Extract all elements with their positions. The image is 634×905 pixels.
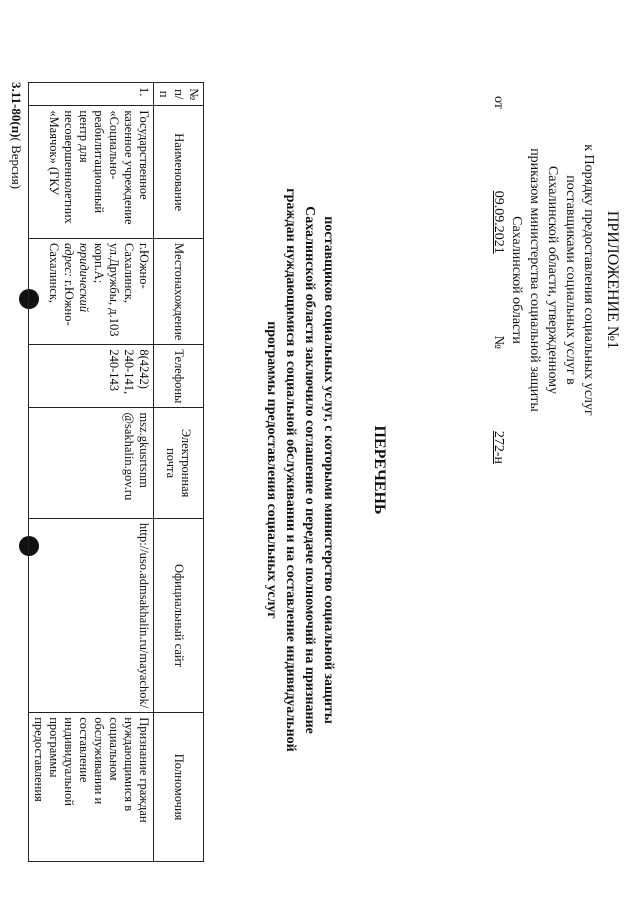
header-email: Электронная почта — [154, 408, 204, 518]
location-main: г.Южно-Сахалинск, ул.Дружбы, д.103 корп.А; — [92, 243, 151, 337]
appendix-line: Сахалинской области, утвержденному — [545, 165, 560, 395]
location-legal-label: юридический адрес: — [62, 243, 91, 313]
table-row — [29, 83, 154, 862]
appendix-line: поставщиками социальных услуг в — [563, 175, 578, 385]
heading-line: граждан нуждающимися в социальной обслуживании и на составление индивидуальной — [283, 188, 298, 752]
appendix-date-line — [489, 90, 507, 470]
footer-version: ( Версия) — [9, 137, 24, 190]
appendix-title: ПРИЛОЖЕНИЕ №1 — [604, 210, 621, 350]
table-header-row — [154, 83, 204, 862]
heading-line: Сахалинской области заключило соглашение о передаче полномочий на признание — [302, 206, 317, 734]
appendix-line: приказом министерства социальной защиты — [527, 148, 542, 412]
date-prefix: от — [491, 96, 506, 109]
cell-phones: 8(4242) 240-141, 240-143 — [29, 345, 154, 408]
heading-title: ПЕРЕЧЕНЬ — [371, 425, 388, 515]
cell-name: Государственное казенное учреждение «Социально-реабилитационный центр для несовершеннолетних «Маячок» (ГКУ — [29, 106, 154, 239]
footer-code-text: 3.11-80(п) — [9, 82, 24, 138]
document-heading — [262, 120, 389, 820]
heading-line: поставщиков социальных услуг, с которыми министерство социальной защиты — [321, 216, 336, 724]
providers-table — [28, 82, 204, 862]
appendix-line: Сахалинской области — [509, 216, 524, 344]
header-name: Наименование — [154, 106, 204, 239]
cell-powers: Признание граждан нуждающимися в социальном обслуживании и составление индивидуальной программы предоставления — [29, 713, 154, 862]
number-sign: № — [491, 335, 506, 349]
heading-line: программы предоставления социальных услуг — [264, 321, 279, 619]
appendix-date: 09.09.2021 — [491, 190, 506, 254]
header-phones: Телефоны — [154, 345, 204, 408]
header-location: Местонахождение — [154, 239, 204, 345]
header-number: № п/п — [154, 83, 204, 106]
cell-site: http://uso.admsakhalin.ru/mayachok/ — [29, 518, 154, 712]
appendix-line: к Порядку предоставления социальных услуг — [581, 144, 596, 416]
cell-email: msz.gkusrtsnm @sakhalin.gov.ru — [29, 408, 154, 518]
cell-number: 1. — [29, 83, 154, 106]
cell-location — [29, 239, 154, 345]
header-powers: Полномочия — [154, 713, 204, 862]
footer-code — [8, 82, 24, 189]
location-legal-value: г.Южно-Сахалинск, — [47, 243, 76, 326]
appendix-block — [489, 90, 621, 470]
appendix-number: 272-н — [491, 430, 506, 464]
header-site: Официальный сайт — [154, 518, 204, 712]
